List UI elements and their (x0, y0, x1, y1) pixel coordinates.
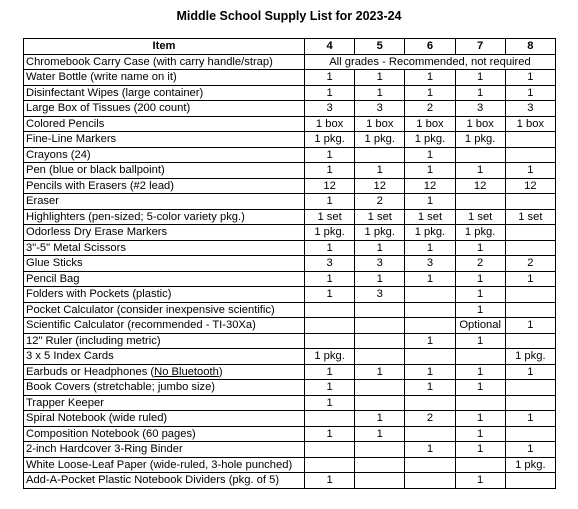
item-name: Composition Notebook (60 pages) (24, 426, 305, 442)
table-row (24, 271, 556, 287)
item-name: White Loose-Leaf Paper (wide-ruled, 3-hole punched) (24, 457, 305, 473)
table-row (24, 411, 556, 427)
grade-4-value: 3 (305, 256, 355, 272)
grade-4-value: 1 (305, 240, 355, 256)
grade-6-value: 1 set (405, 209, 455, 225)
grade-8-value: 1 set (505, 209, 555, 225)
table-row (24, 395, 556, 411)
item-name: Water Bottle (write name on it) (24, 70, 305, 86)
grade-6-value: 1 (405, 271, 455, 287)
grade-7-value: 1 (455, 163, 505, 179)
table-row (24, 473, 556, 489)
grade-7-value: 1 (455, 333, 505, 349)
grade-4-value: 1 (305, 271, 355, 287)
grade-5-value: 1 (355, 163, 405, 179)
grade-4-value: 1 (305, 163, 355, 179)
grade-6-value: 1 pkg. (405, 132, 455, 148)
grade-5-value: 3 (355, 101, 405, 117)
grade-6-value: 2 (405, 101, 455, 117)
grade-7-value: 1 (455, 411, 505, 427)
grade-5-value (355, 349, 405, 365)
grade-6-value: 1 (405, 85, 455, 101)
grade-8-value: 1 (505, 364, 555, 380)
grade-8-value (505, 302, 555, 318)
grade-8-value (505, 287, 555, 303)
item-name: Disinfectant Wipes (large container) (24, 85, 305, 101)
grade-5-value: 1 (355, 271, 405, 287)
grade-6-value (405, 349, 455, 365)
table-row (24, 333, 556, 349)
grade-8-value (505, 395, 555, 411)
grade-5-value (355, 147, 405, 163)
item-name: Pencils with Erasers (#2 lead) (24, 178, 305, 194)
grade-7-value: 2 (455, 256, 505, 272)
grade-5-value: 3 (355, 287, 405, 303)
grade-6-value (405, 426, 455, 442)
item-name: Crayons (24) (24, 147, 305, 163)
grade-4-value: 1 pkg. (305, 132, 355, 148)
grade-7-value: 1 (455, 473, 505, 489)
grade-7-value (455, 395, 505, 411)
grade-8-value: 1 (505, 85, 555, 101)
grade-4-value (305, 333, 355, 349)
grade-4-value (305, 457, 355, 473)
grade-8-value (505, 225, 555, 241)
item-name: Pen (blue or black ballpoint) (24, 163, 305, 179)
grade-6-value (405, 473, 455, 489)
table-row (24, 256, 556, 272)
table-row (24, 380, 556, 396)
grade-4-value: 1 (305, 287, 355, 303)
table-row (24, 85, 556, 101)
grade-8-value: 1 (505, 442, 555, 458)
grade-5-value: 1 set (355, 209, 405, 225)
item-name: Odorless Dry Erase Markers (24, 225, 305, 241)
grade-4-value: 3 (305, 101, 355, 117)
grade-5-value (355, 442, 405, 458)
grade-6-value (405, 457, 455, 473)
grade-7-value: 1 (455, 442, 505, 458)
grade-4-value: 1 (305, 380, 355, 396)
item-name: Pencil Bag (24, 271, 305, 287)
grade-4-value: 1 set (305, 209, 355, 225)
grade-5-value: 1 pkg. (355, 225, 405, 241)
header-grade-6: 6 (405, 39, 455, 55)
grade-8-value (505, 194, 555, 210)
table-row (24, 457, 556, 473)
grade-4-value: 1 box (305, 116, 355, 132)
item-name: Spiral Notebook (wide ruled) (24, 411, 305, 427)
grade-7-value: 1 (455, 302, 505, 318)
grade-5-value (355, 473, 405, 489)
grade-4-value (305, 411, 355, 427)
grade-6-value: 1 (405, 442, 455, 458)
grade-7-value: 12 (455, 178, 505, 194)
grade-8-value: 3 (505, 101, 555, 117)
grade-8-value: 1 (505, 411, 555, 427)
grade-8-value (505, 132, 555, 148)
grade-8-value (505, 333, 555, 349)
grade-7-value: 3 (455, 101, 505, 117)
grade-7-value: 1 (455, 271, 505, 287)
grade-5-value: 1 (355, 240, 405, 256)
grade-5-value (355, 318, 405, 334)
table-row (24, 209, 556, 225)
table-row (24, 302, 556, 318)
grade-7-value (455, 457, 505, 473)
grade-4-value (305, 442, 355, 458)
grade-4-value: 1 pkg. (305, 225, 355, 241)
grade-6-value: 1 (405, 364, 455, 380)
all-grades-note: All grades - Recommended, not required (305, 54, 556, 70)
grade-7-value: 1 pkg. (455, 132, 505, 148)
grade-5-value (355, 380, 405, 396)
grade-5-value (355, 333, 405, 349)
table-row (24, 194, 556, 210)
grade-8-value (505, 147, 555, 163)
grade-5-value: 12 (355, 178, 405, 194)
grade-7-value: 1 set (455, 209, 505, 225)
grade-8-value: 1 pkg. (505, 349, 555, 365)
grade-6-value: 1 box (405, 116, 455, 132)
grade-6-value: 2 (405, 411, 455, 427)
item-name: Large Box of Tissues (200 count) (24, 101, 305, 117)
header-grade-4: 4 (305, 39, 355, 55)
grade-8-value: 1 (505, 318, 555, 334)
grade-6-value (405, 287, 455, 303)
grade-6-value: 12 (405, 178, 455, 194)
grade-5-value: 1 (355, 426, 405, 442)
grade-6-value (405, 395, 455, 411)
grade-5-value: 3 (355, 256, 405, 272)
table-row (24, 225, 556, 241)
item-name: 3"-5" Metal Scissors (24, 240, 305, 256)
table-row (24, 287, 556, 303)
grade-6-value (405, 302, 455, 318)
grade-4-value: 1 (305, 364, 355, 380)
grade-7-value (455, 194, 505, 210)
grade-7-value: 1 (455, 426, 505, 442)
item-name: Eraser (24, 194, 305, 210)
table-row (24, 132, 556, 148)
grade-6-value: 1 (405, 194, 455, 210)
grade-5-value (355, 302, 405, 318)
table-row (24, 318, 556, 334)
table-row (24, 116, 556, 132)
grade-8-value (505, 473, 555, 489)
grade-8-value: 1 (505, 271, 555, 287)
grade-5-value (355, 457, 405, 473)
grade-6-value: 1 (405, 163, 455, 179)
table-row (24, 54, 556, 70)
grade-6-value: 1 (405, 333, 455, 349)
grade-4-value: 1 (305, 395, 355, 411)
grade-7-value: 1 box (455, 116, 505, 132)
item-name: Glue Sticks (24, 256, 305, 272)
no-bluetooth-emphasis: No Bluetooth (154, 365, 219, 378)
item-name: Chromebook Carry Case (with carry handle/strap) (24, 54, 305, 70)
grade-4-value (305, 318, 355, 334)
table-row (24, 70, 556, 86)
grade-5-value: 2 (355, 194, 405, 210)
item-name: Book Covers (stretchable; jumbo size) (24, 380, 305, 396)
grade-7-value: 1 (455, 240, 505, 256)
item-name: Fine-Line Markers (24, 132, 305, 148)
grade-8-value (505, 380, 555, 396)
grade-6-value: 1 pkg. (405, 225, 455, 241)
header-item: Item (24, 39, 305, 55)
grade-7-value (455, 147, 505, 163)
grade-7-value: 1 (455, 70, 505, 86)
grade-8-value: 1 (505, 163, 555, 179)
table-row (24, 178, 556, 194)
table-row (24, 442, 556, 458)
grade-7-value (455, 349, 505, 365)
grade-7-value: 1 (455, 380, 505, 396)
grade-8-value: 1 box (505, 116, 555, 132)
grade-4-value: 1 (305, 473, 355, 489)
item-name: Pocket Calculator (consider inexpensive scientific) (24, 302, 305, 318)
grade-8-value: 12 (505, 178, 555, 194)
grade-5-value: 1 (355, 85, 405, 101)
grade-6-value: 1 (405, 147, 455, 163)
grade-6-value: 1 (405, 380, 455, 396)
grade-8-value: 1 (505, 70, 555, 86)
grade-5-value: 1 (355, 411, 405, 427)
grade-4-value: 1 (305, 426, 355, 442)
item-name: Add-A-Pocket Plastic Notebook Dividers (pkg. of 5) (24, 473, 305, 489)
item-name: Colored Pencils (24, 116, 305, 132)
grade-4-value: 1 (305, 147, 355, 163)
item-name: Trapper Keeper (24, 395, 305, 411)
grade-5-value: 1 (355, 364, 405, 380)
item-name: Scientific Calculator (recommended - TI-30Xa) (24, 318, 305, 334)
grade-5-value: 1 box (355, 116, 405, 132)
grade-6-value: 1 (405, 240, 455, 256)
item-name: 3 x 5 Index Cards (24, 349, 305, 365)
grade-7-value: 1 (455, 287, 505, 303)
grade-7-value: 1 pkg. (455, 225, 505, 241)
table-row (24, 426, 556, 442)
supply-table (23, 38, 556, 489)
grade-4-value: 1 (305, 85, 355, 101)
header-grade-7: 7 (455, 39, 505, 55)
item-name: Earbuds or Headphones (No Bluetooth) (24, 364, 305, 380)
document-title: Middle School Supply List for 2023-24 (176, 9, 402, 23)
table-row (24, 163, 556, 179)
grade-8-value: 2 (505, 256, 555, 272)
table-row (24, 349, 556, 365)
grade-8-value (505, 426, 555, 442)
grade-6-value: 3 (405, 256, 455, 272)
item-name: 12" Ruler (including metric) (24, 333, 305, 349)
grade-7-value: 1 (455, 85, 505, 101)
grade-4-value: 1 pkg. (305, 349, 355, 365)
header-grade-5: 5 (355, 39, 405, 55)
header-row (24, 39, 556, 55)
grade-7-value: 1 (455, 364, 505, 380)
table-row (24, 147, 556, 163)
grade-5-value (355, 395, 405, 411)
grade-6-value (405, 318, 455, 334)
table-row (24, 364, 556, 380)
grade-5-value: 1 (355, 70, 405, 86)
table-row (24, 240, 556, 256)
grade-7-value: Optional (455, 318, 505, 334)
grade-5-value: 1 pkg. (355, 132, 405, 148)
item-name: Highlighters (pen-sized; 5-color variety pkg.) (24, 209, 305, 225)
grade-6-value: 1 (405, 70, 455, 86)
grade-8-value: 1 pkg. (505, 457, 555, 473)
grade-4-value: 1 (305, 194, 355, 210)
grade-4-value: 1 (305, 70, 355, 86)
grade-4-value: 12 (305, 178, 355, 194)
item-name: Folders with Pockets (plastic) (24, 287, 305, 303)
grade-8-value (505, 240, 555, 256)
grade-4-value (305, 302, 355, 318)
item-name: 2-inch Hardcover 3-Ring Binder (24, 442, 305, 458)
table-row (24, 101, 556, 117)
header-grade-8: 8 (505, 39, 555, 55)
